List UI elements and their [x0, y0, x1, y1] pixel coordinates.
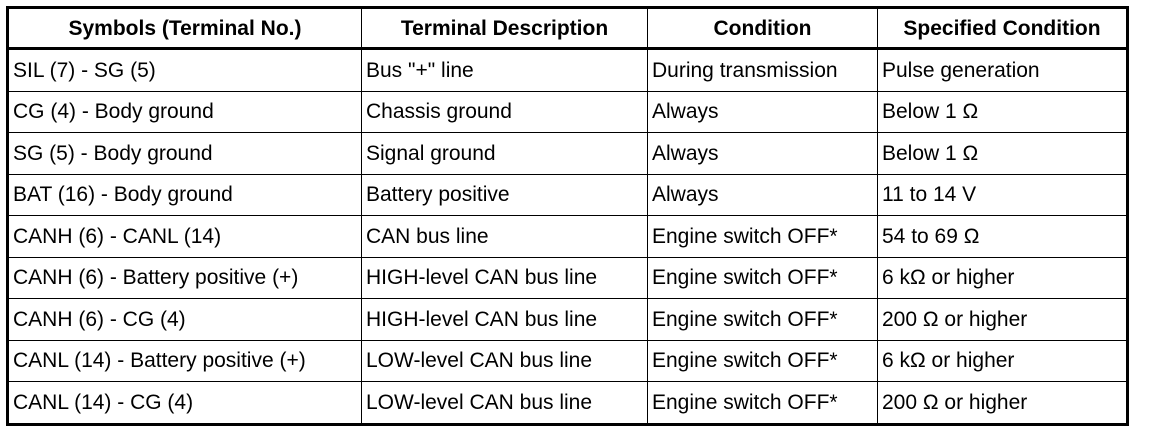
cell-description: LOW-level CAN bus line [362, 382, 648, 425]
cell-symbols: CANL (14) - Battery positive (+) [8, 340, 362, 382]
cell-symbols: CANH (6) - CG (4) [8, 299, 362, 341]
cell-description: LOW-level CAN bus line [362, 340, 648, 382]
cell-condition: Always [648, 91, 878, 133]
cell-symbols: CANH (6) - Battery positive (+) [8, 257, 362, 299]
header-terminal-description: Terminal Description [362, 8, 648, 49]
cell-specified: 6 kΩ or higher [878, 340, 1128, 382]
cell-condition: Always [648, 174, 878, 216]
table-row [8, 216, 1128, 258]
table-row [8, 133, 1128, 175]
cell-condition: Always [648, 133, 878, 175]
table-row [8, 49, 1128, 92]
terminal-spec-table [6, 6, 1129, 426]
cell-symbols: BAT (16) - Body ground [8, 174, 362, 216]
cell-specified: 6 kΩ or higher [878, 257, 1128, 299]
header-condition: Condition [648, 8, 878, 49]
cell-condition: Engine switch OFF* [648, 382, 878, 425]
table-header-row [8, 8, 1128, 49]
cell-condition: Engine switch OFF* [648, 216, 878, 258]
cell-description: Battery positive [362, 174, 648, 216]
cell-condition: Engine switch OFF* [648, 340, 878, 382]
cell-specified: 200 Ω or higher [878, 299, 1128, 341]
cell-condition: Engine switch OFF* [648, 299, 878, 341]
cell-specified: 11 to 14 V [878, 174, 1128, 216]
table-row [8, 299, 1128, 341]
cell-symbols: SIL (7) - SG (5) [8, 49, 362, 92]
cell-description: Chassis ground [362, 91, 648, 133]
cell-symbols: CANL (14) - CG (4) [8, 382, 362, 425]
cell-description: Bus "+" line [362, 49, 648, 92]
header-symbols: Symbols (Terminal No.) [8, 8, 362, 49]
cell-description: HIGH-level CAN bus line [362, 257, 648, 299]
cell-specified: Pulse generation [878, 49, 1128, 92]
cell-symbols: SG (5) - Body ground [8, 133, 362, 175]
cell-specified: 54 to 69 Ω [878, 216, 1128, 258]
table-row [8, 91, 1128, 133]
cell-symbols: CG (4) - Body ground [8, 91, 362, 133]
cell-description: HIGH-level CAN bus line [362, 299, 648, 341]
cell-specified: Below 1 Ω [878, 91, 1128, 133]
table-row [8, 340, 1128, 382]
cell-symbols: CANH (6) - CANL (14) [8, 216, 362, 258]
cell-condition: Engine switch OFF* [648, 257, 878, 299]
table-row [8, 382, 1128, 425]
terminal-table-wrapper [6, 6, 1129, 426]
header-specified-condition: Specified Condition [878, 8, 1128, 49]
cell-condition: During transmission [648, 49, 878, 92]
table-row [8, 174, 1128, 216]
cell-specified: Below 1 Ω [878, 133, 1128, 175]
table-row [8, 257, 1128, 299]
cell-description: Signal ground [362, 133, 648, 175]
cell-specified: 200 Ω or higher [878, 382, 1128, 425]
cell-description: CAN bus line [362, 216, 648, 258]
